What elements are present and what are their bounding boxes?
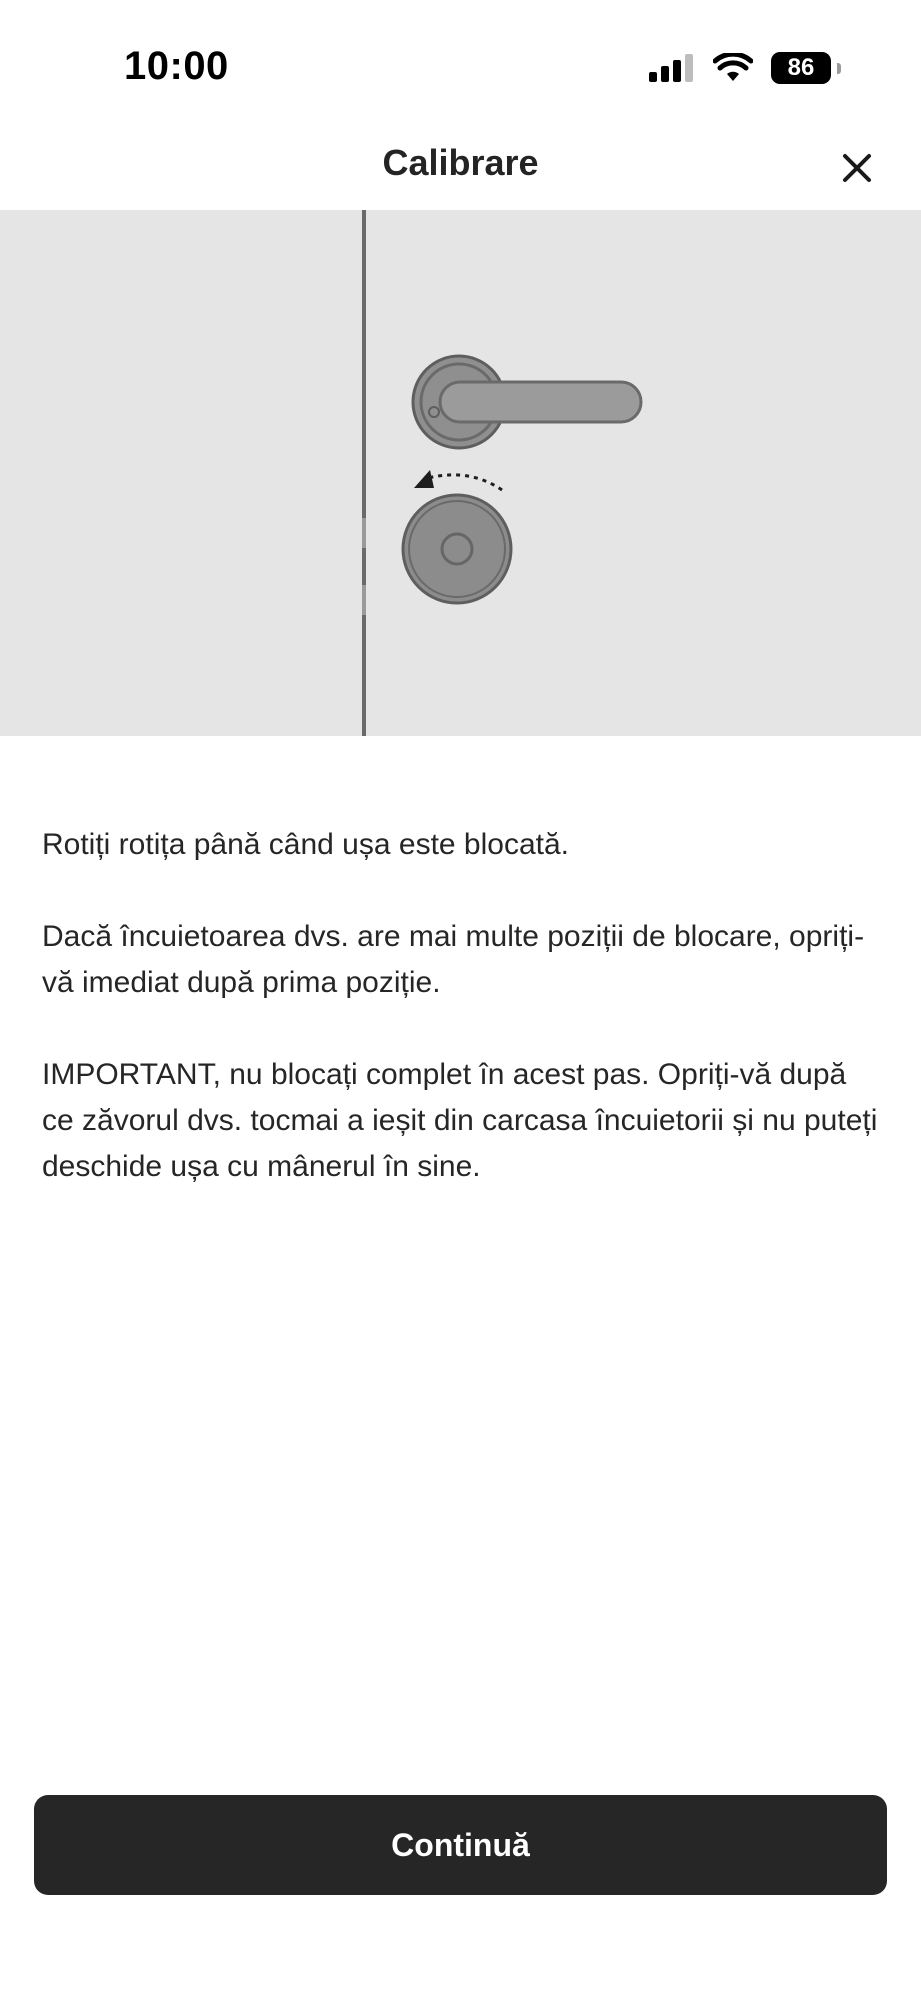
lock-knob-icon — [403, 495, 511, 603]
instruction-paragraph-3: IMPORTANT, nu blocați complet în acest pas. Opriți-vă după ce zăvorul dvs. tocmai a ieșit din carcasa încuietorii și nu puteți deschide ușa cu mânerul în sine. — [42, 1058, 878, 1183]
close-icon — [842, 153, 872, 183]
status-icons — [649, 48, 835, 88]
battery-cap — [837, 63, 841, 74]
calibration-illustration — [0, 210, 921, 736]
status-time: 10:00 — [124, 44, 229, 88]
status-bar — [0, 0, 921, 130]
cellular-signal-icon — [649, 54, 695, 82]
illustration-svg — [0, 210, 921, 736]
wifi-icon — [713, 53, 753, 83]
rotate-arrow-icon — [414, 470, 502, 490]
instructions — [42, 822, 882, 1236]
instruction-paragraph-2: Dacă încuietoarea dvs. are mai multe poziții de blocare, opriți-vă imediat după prima poziție. — [42, 920, 865, 999]
battery-icon — [771, 52, 835, 84]
battery-level: 86 — [771, 52, 831, 84]
continue-button[interactable]: Continuă — [34, 1795, 887, 1895]
close-button[interactable] — [829, 140, 885, 196]
page-title: Calibrare — [382, 142, 539, 183]
header — [0, 130, 921, 210]
instruction-paragraph-1: Rotiți rotița până când ușa este blocată. — [42, 828, 569, 861]
door-handle-icon — [413, 356, 641, 448]
